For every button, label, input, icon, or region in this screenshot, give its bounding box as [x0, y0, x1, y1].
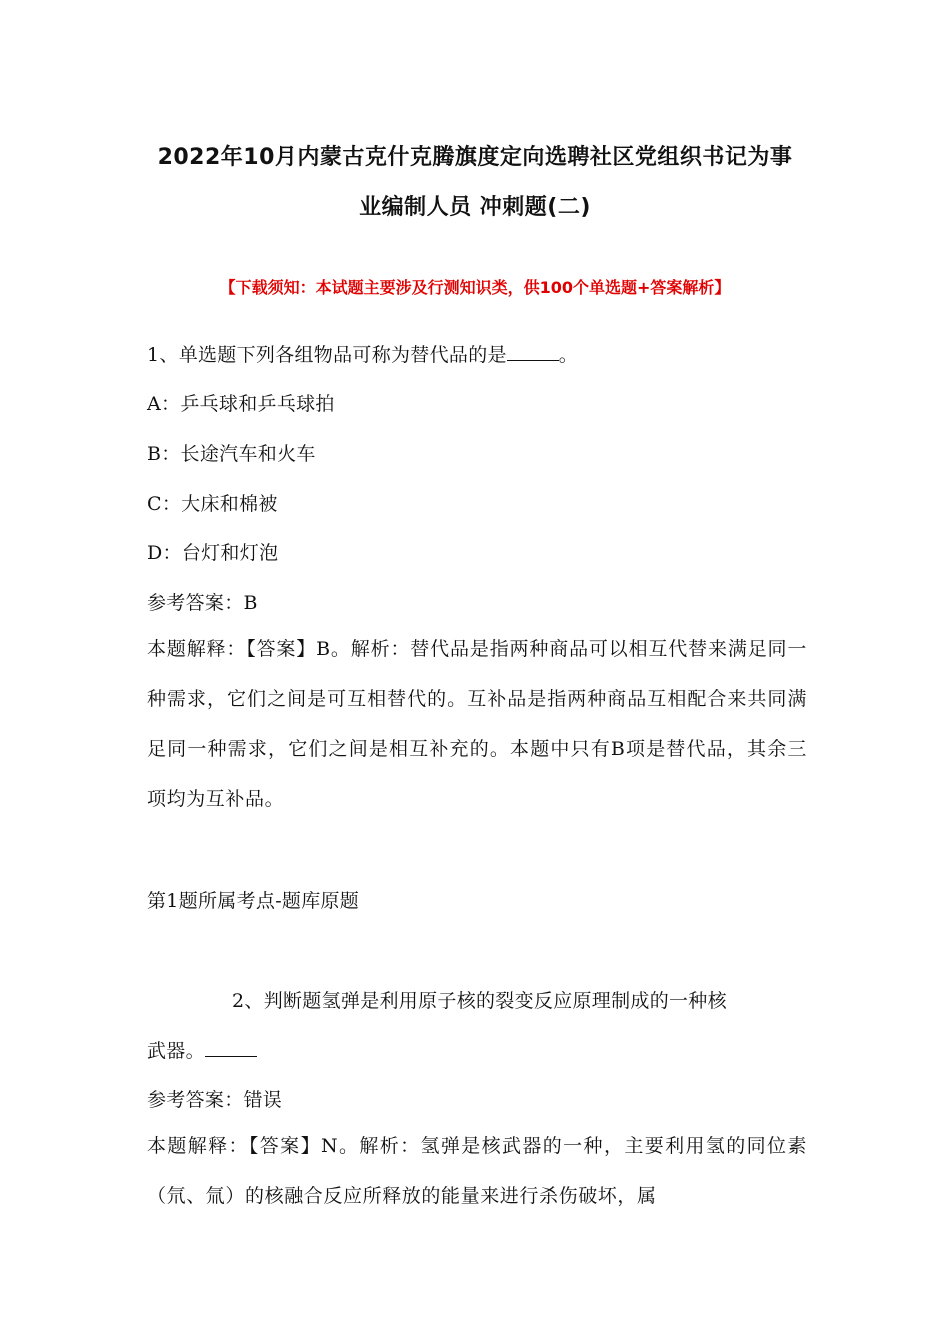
question-1-answer: 参考答案：B	[147, 592, 258, 614]
answer-blank	[507, 358, 559, 361]
question-1-explanation: 本题解释：【答案】B。解析：替代品是指两种商品可以相互代替来满足同一种需求，它们之间是可互相替代的。互补品是指两种商品互相配合来共同满足同一种需求，它们之间是相互补充的。本题中只有B项是替代品，其余三项均为互补品。	[147, 638, 807, 810]
question-1-stem-text: 1、单选题下列各组物品可称为替代品的是	[147, 344, 507, 366]
question-2-stem-text: 武器。	[147, 1040, 205, 1062]
download-notice: 【下载须知：本试题主要涉及行测知识类，供100个单选题+答案解析】	[219, 278, 731, 297]
question-1-option-a: A：乒乓球和乒乓球拍	[147, 393, 335, 415]
question-1-option-d: D：台灯和灯泡	[147, 542, 279, 564]
question-2-answer: 参考答案：错误	[147, 1089, 283, 1111]
question-2-stem-line-1: 2、判断题氢弹是利用原子核的裂变反应原理制成的一种核	[232, 990, 727, 1012]
question-1-option-c: C：大床和棉被	[147, 493, 278, 515]
document-title-line-1: 2022年10月内蒙古克什克腾旗度定向选聘社区党组织书记为事	[157, 145, 793, 170]
answer-blank	[205, 1054, 257, 1057]
question-1-stem	[147, 340, 578, 367]
document-title-line-2: 业编制人员 冲刺题(二)	[359, 195, 591, 220]
question-2-explanation: 本题解释：【答案】N。解析：氢弹是核武器的一种，主要利用氢的同位素（氘、氚）的核融合反应所释放的能量来进行杀伤破坏，属	[147, 1135, 807, 1207]
question-1-stem-end: 。	[558, 344, 579, 366]
question-1-knowledge-point: 第1题所属考点-题库原题	[147, 890, 360, 912]
question-2-stem-line-2	[147, 1036, 257, 1063]
question-1-option-b: B：长途汽车和火车	[147, 443, 316, 465]
